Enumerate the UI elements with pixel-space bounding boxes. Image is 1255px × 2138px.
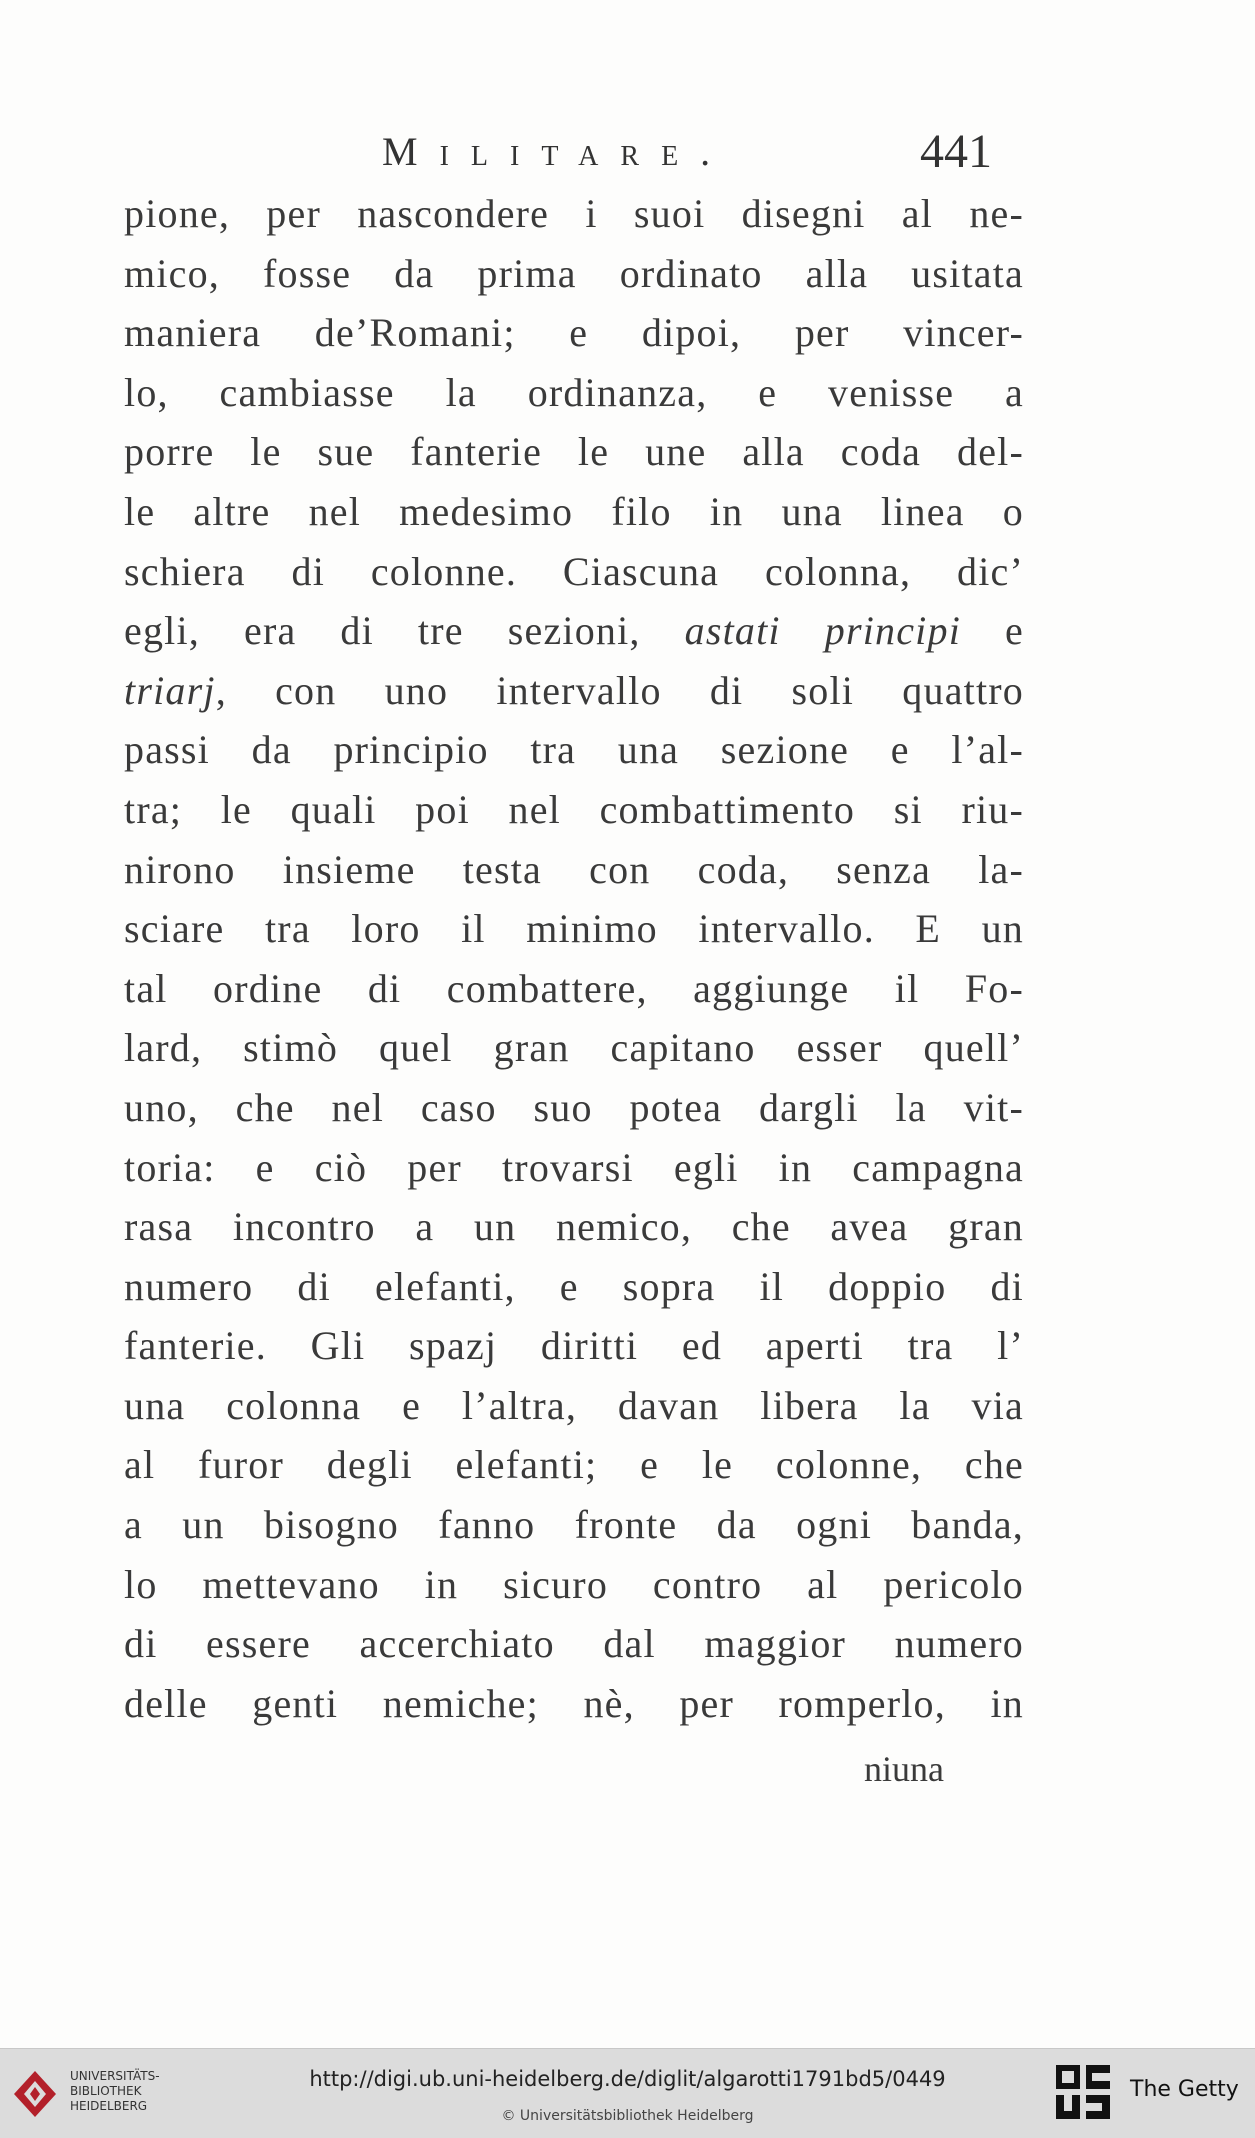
text-line: lo, cambiasse la ordinanza, e venisse a [124,369,1024,415]
text-line: tra; le quali poi nel combattimento si riu- [124,786,1024,832]
permalink-url[interactable]: http://digi.ub.uni-heidelberg.de/diglit/algarotti1791bd5/0449 [309,2067,946,2091]
text-line: al furor degli elefanti; e le colonne, che [124,1442,1024,1488]
text-line: una colonna e l’altra, davan libera la via [124,1382,1024,1428]
running-head [0,125,1255,188]
text-segment: egli, era di tre sezioni, [124,608,641,654]
text-line: lard, stimò quel gran capitano esser quell’ [124,1025,1024,1071]
copyright-notice: © Universitätsbibliothek Heidelberg [501,2108,754,2124]
text-segment: e [1005,608,1024,654]
text-line: sciare tra loro il minimo intervallo. E un [124,906,1024,952]
university-name-line: UNIVERSITÄTS- [70,2069,160,2083]
text-line: delle genti nemiche; nè, per romperlo, in [124,1680,1024,1726]
text-line: toria: e ciò per trovarsi egli in campagna [124,1144,1024,1190]
text-line: di essere accerchiato dal maggior numero [124,1621,1024,1667]
text-line: lo mettevano in sicuro contro al pericolo [124,1561,1024,1607]
text-line: maniera de’Romani; e dipoi, per vincer- [124,310,1024,356]
text-line: fanterie. Gli spazj diritti ed aperti tra l’ [124,1323,1024,1369]
italic-term: triarj [124,667,216,713]
running-title: Militare. [382,129,733,174]
getty-logo-icon [1054,2063,1112,2121]
text-line: le altre nel medesimo filo in una linea o [124,488,1024,534]
text-line: nirono insieme testa con coda, senza la- [124,846,1024,892]
text-line: schiera di colonne. Ciascuna colonna, dic’ [124,548,1024,594]
page-number: 441 [920,125,992,178]
university-name-line: HEIDELBERG [70,2099,148,2113]
text-line-mixed [124,661,1024,721]
text-line: mico, fosse da prima ordinato alla usitata [124,250,1024,296]
text-line: pione, per nascondere i suoi disegni al ne- [124,191,1024,236]
text-line: tal ordine di combattere, aggiunge il Fo- [124,965,1024,1011]
catchword: niuna [864,1749,944,1789]
text-line: numero di elefanti, e sopra il doppio di [124,1263,1024,1309]
body-text [124,184,1024,1733]
partner-name: The Getty [1130,2077,1239,2102]
viewer-footer [0,2048,1255,2138]
text-segment: , con uno intervallo di soli quattro [215,667,1024,713]
italic-term: astati principi [684,608,962,654]
text-line: uno, che nel caso suo potea dargli la vit- [124,1084,1024,1130]
university-name-line: BIBLIOTHEK [70,2084,142,2098]
text-line: porre le sue fanterie le une alla coda del- [124,429,1024,475]
text-line: rasa incontro a un nemico, che avea gran [124,1204,1024,1250]
text-line-mixed [124,601,1024,661]
text-line: a un bisogno fanno fronte da ogni banda, [124,1502,1024,1548]
text-line: passi da principio tra una sezione e l’al- [124,727,1024,773]
